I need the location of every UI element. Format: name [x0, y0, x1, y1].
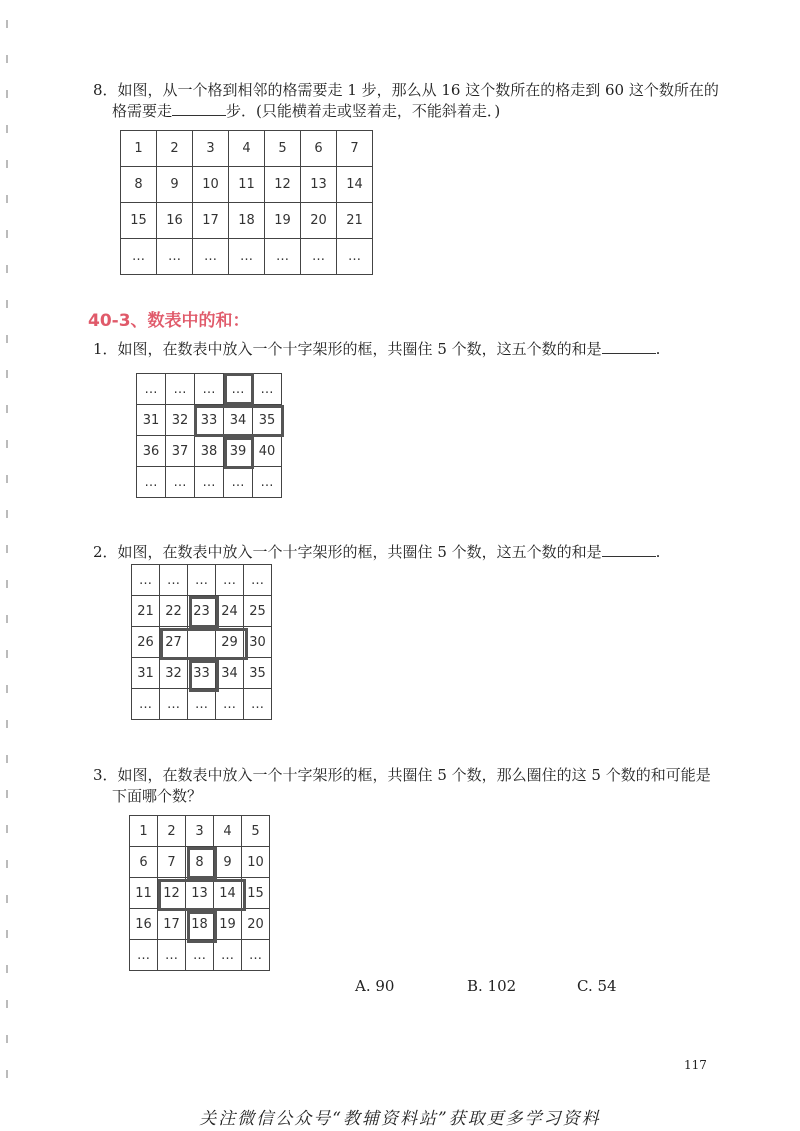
q8-text-after-blank: 步．(只能横着走或竖着走，不能斜着走．)	[226, 102, 501, 120]
q3-option-a: A. 90	[355, 977, 395, 995]
q1-answer-blank	[602, 339, 656, 354]
q8-cell: 16	[157, 203, 193, 239]
binding-tick	[6, 895, 8, 903]
q2-cell: 23	[188, 596, 216, 627]
binding-tick	[6, 545, 8, 553]
q2-cell: …	[216, 565, 244, 596]
q3-row	[130, 847, 270, 878]
q8-row	[121, 239, 373, 275]
q1-cell: …	[195, 467, 224, 498]
q1-row	[137, 405, 282, 436]
q3-cell: 2	[158, 816, 186, 847]
q8-cell: …	[157, 239, 193, 275]
q1-cell: …	[253, 374, 282, 405]
binding-tick	[6, 860, 8, 868]
q1-cell: 31	[137, 405, 166, 436]
binding-margin	[6, 20, 10, 1120]
q2-cell	[188, 627, 216, 658]
binding-tick	[6, 265, 8, 273]
binding-tick	[6, 1035, 8, 1043]
q3-cell: 10	[242, 847, 270, 878]
q1-prompt: 1．如图，在数表中放入一个十字架形的框，共圈住 5 个数，这五个数的和是	[93, 340, 602, 358]
binding-tick	[6, 720, 8, 728]
q8-cell: 2	[157, 131, 193, 167]
q8-cell: 14	[337, 167, 373, 203]
binding-tick	[6, 230, 8, 238]
binding-tick	[6, 90, 8, 98]
q2-cell: 25	[244, 596, 272, 627]
q8-cell: 18	[229, 203, 265, 239]
binding-tick	[6, 440, 8, 448]
page-number: 117	[684, 1058, 707, 1072]
q2-cell: 33	[188, 658, 216, 689]
q8-cell: 6	[301, 131, 337, 167]
q3-text-line1: 3．如图，在数表中放入一个十字架形的框，共圈住 5 个数，那么圈住的这 5 个数的和可能是	[93, 766, 711, 784]
q3-cell: 6	[130, 847, 158, 878]
q1-cell: 37	[166, 436, 195, 467]
q3-number-grid	[129, 815, 270, 971]
q8-cell: …	[193, 239, 229, 275]
binding-tick	[6, 1000, 8, 1008]
q3-cell: 4	[214, 816, 242, 847]
q2-row	[132, 658, 272, 689]
q2-cell: 22	[160, 596, 188, 627]
q2-cell: …	[160, 565, 188, 596]
q3-cell: 20	[242, 909, 270, 940]
q8-cell: 5	[265, 131, 301, 167]
section-title: 40-3、数表中的和：	[88, 311, 250, 331]
q1-cell: 38	[195, 436, 224, 467]
q8-cell: 12	[265, 167, 301, 203]
q3-text-line2: 下面哪个数？	[112, 787, 203, 805]
binding-tick	[6, 405, 8, 413]
q3-row	[130, 940, 270, 971]
q3-cell: 1	[130, 816, 158, 847]
binding-tick	[6, 650, 8, 658]
q3-cell: 13	[186, 878, 214, 909]
q8-text-line1: 8．如图，从一个格到相邻的格需要走 1 步，那么从 16 这个数所在的格走到 60 这个数所在的	[93, 81, 719, 99]
binding-tick	[6, 580, 8, 588]
q8-row	[121, 131, 373, 167]
q3-cell: 8	[186, 847, 214, 878]
q2-cell: 35	[244, 658, 272, 689]
q8-cell: 20	[301, 203, 337, 239]
q8-cell: 1	[121, 131, 157, 167]
q2-cell: 34	[216, 658, 244, 689]
q3-cell: 17	[158, 909, 186, 940]
q2-row	[132, 689, 272, 720]
q8-cell: 17	[193, 203, 229, 239]
q8-row	[121, 167, 373, 203]
q8-cell: 11	[229, 167, 265, 203]
binding-tick	[6, 160, 8, 168]
binding-tick	[6, 615, 8, 623]
q3-option-b: B. 102	[467, 977, 517, 995]
q8-cell: 7	[337, 131, 373, 167]
q1-cell: …	[137, 374, 166, 405]
q1-row	[137, 436, 282, 467]
q1-cell: …	[195, 374, 224, 405]
q3-cell: …	[130, 940, 158, 971]
binding-tick	[6, 510, 8, 518]
q2-cell: …	[132, 565, 160, 596]
q2-cell: …	[244, 689, 272, 720]
binding-tick	[6, 1070, 8, 1078]
q8-cell: 21	[337, 203, 373, 239]
q2-cell: …	[160, 689, 188, 720]
q1-cell: …	[166, 467, 195, 498]
q2-row	[132, 565, 272, 596]
binding-tick	[6, 965, 8, 973]
q1-text	[93, 339, 660, 359]
q3-cell: 16	[130, 909, 158, 940]
q8-cell: 15	[121, 203, 157, 239]
q8-cell: 10	[193, 167, 229, 203]
q2-cell: 21	[132, 596, 160, 627]
q1-cell: 34	[224, 405, 253, 436]
binding-tick	[6, 685, 8, 693]
q2-number-grid	[131, 564, 272, 720]
binding-tick	[6, 335, 8, 343]
binding-tick	[6, 55, 8, 63]
q3-cell: 18	[186, 909, 214, 940]
q8-text-before-blank: 格需要走	[112, 102, 173, 120]
q2-cell: 24	[216, 596, 244, 627]
q2-cell: …	[132, 689, 160, 720]
q8-cell: 19	[265, 203, 301, 239]
q1-cell: 32	[166, 405, 195, 436]
q3-cell: …	[242, 940, 270, 971]
q3-cell: …	[186, 940, 214, 971]
q2-prompt: 2．如图，在数表中放入一个十字架形的框，共圈住 5 个数，这五个数的和是	[93, 543, 602, 561]
q2-cell: …	[188, 689, 216, 720]
q8-row	[121, 203, 373, 239]
q8-cell: …	[337, 239, 373, 275]
q2-cell: 29	[216, 627, 244, 658]
q3-cell: 11	[130, 878, 158, 909]
q2-text	[93, 542, 660, 562]
q2-cell: 31	[132, 658, 160, 689]
q3-cell: 19	[214, 909, 242, 940]
q8-cell: 13	[301, 167, 337, 203]
q8-cell: …	[229, 239, 265, 275]
q1-row	[137, 374, 282, 405]
q2-cell: 30	[244, 627, 272, 658]
q1-cell: 40	[253, 436, 282, 467]
q8-text-line2	[112, 101, 500, 121]
q8-cell: 8	[121, 167, 157, 203]
q1-cell: 39	[224, 436, 253, 467]
binding-tick	[6, 125, 8, 133]
q1-cell: …	[224, 374, 253, 405]
q3-row	[130, 816, 270, 847]
q3-row	[130, 909, 270, 940]
q3-cell: 14	[214, 878, 242, 909]
footer-note: 关注微信公众号“教辅资料站”获取更多学习资料	[199, 1109, 601, 1129]
q1-cell: 36	[137, 436, 166, 467]
q2-cell: …	[244, 565, 272, 596]
q1-period: .	[655, 340, 661, 358]
q2-cell: 26	[132, 627, 160, 658]
q8-answer-blank	[172, 101, 226, 116]
q2-row	[132, 596, 272, 627]
q1-cell: …	[137, 467, 166, 498]
q1-cell: …	[166, 374, 195, 405]
binding-tick	[6, 20, 8, 28]
binding-tick	[6, 825, 8, 833]
q8-cell: …	[121, 239, 157, 275]
q2-cell: 27	[160, 627, 188, 658]
binding-tick	[6, 755, 8, 763]
q3-cell: 7	[158, 847, 186, 878]
q2-cell: …	[188, 565, 216, 596]
q1-number-grid	[136, 373, 282, 498]
binding-tick	[6, 300, 8, 308]
q1-cell: …	[224, 467, 253, 498]
q2-cell: 32	[160, 658, 188, 689]
q2-cell: …	[216, 689, 244, 720]
q8-cell: 9	[157, 167, 193, 203]
q3-cell: 12	[158, 878, 186, 909]
binding-tick	[6, 370, 8, 378]
q3-cell: 15	[242, 878, 270, 909]
q8-cell: …	[301, 239, 337, 275]
q1-cell: 33	[195, 405, 224, 436]
binding-tick	[6, 195, 8, 203]
q3-cell: 9	[214, 847, 242, 878]
q1-cell: …	[253, 467, 282, 498]
q1-cell: 35	[253, 405, 282, 436]
q3-cell: …	[158, 940, 186, 971]
q3-option-c: C. 54	[577, 977, 617, 995]
q8-cell: …	[265, 239, 301, 275]
binding-tick	[6, 475, 8, 483]
q1-row	[137, 467, 282, 498]
q8-cell: 4	[229, 131, 265, 167]
binding-tick	[6, 790, 8, 798]
binding-tick	[6, 930, 8, 938]
q8-number-grid	[120, 130, 373, 275]
q3-cell: …	[214, 940, 242, 971]
q2-period: .	[655, 543, 661, 561]
q3-row	[130, 878, 270, 909]
q3-cell: 3	[186, 816, 214, 847]
q2-row	[132, 627, 272, 658]
q3-cell: 5	[242, 816, 270, 847]
q2-answer-blank	[602, 542, 656, 557]
q8-cell: 3	[193, 131, 229, 167]
